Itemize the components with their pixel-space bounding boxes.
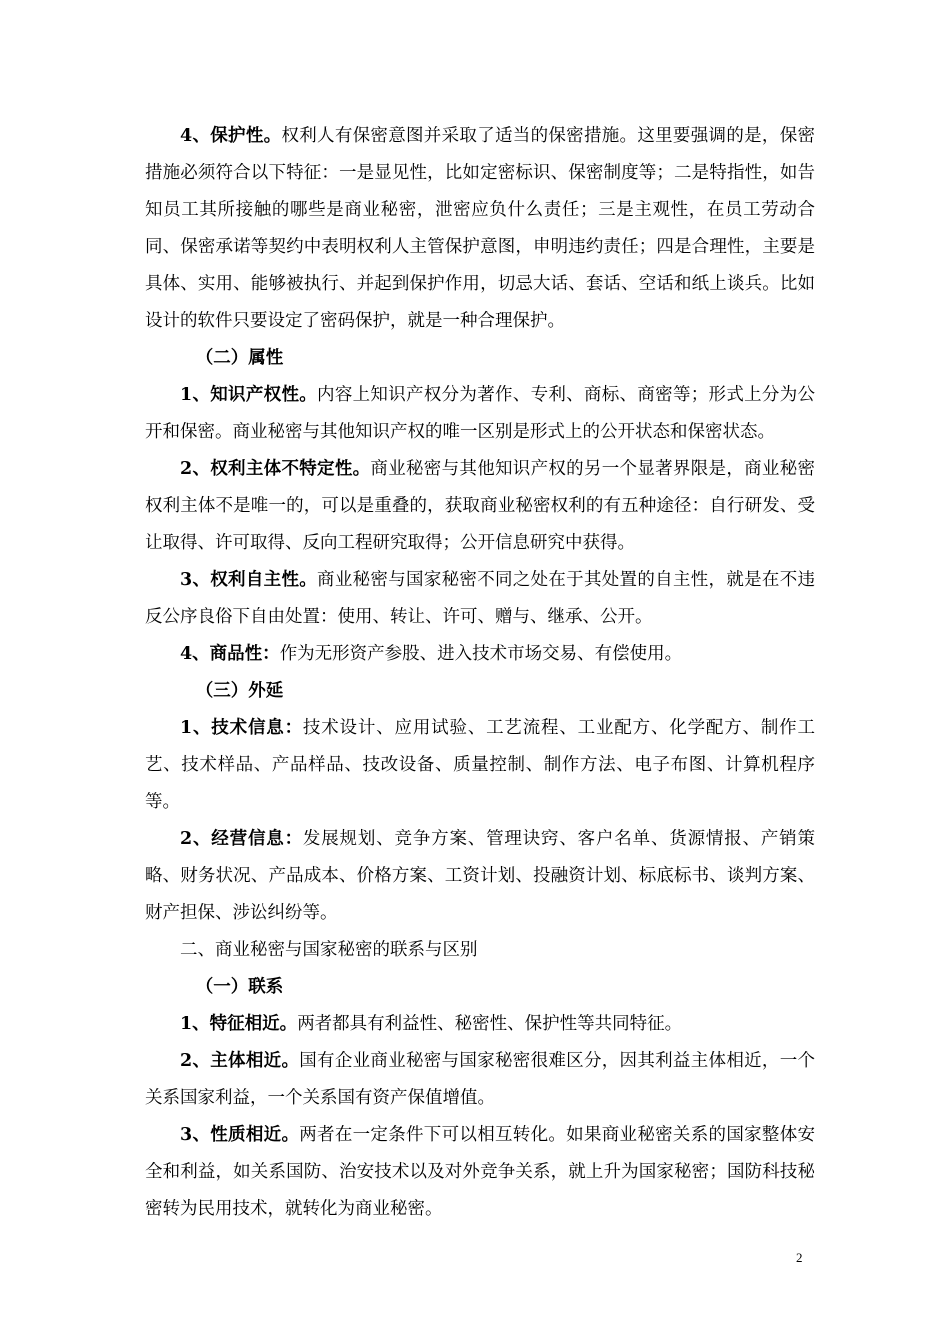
section-heading-attributes: （二）属性 [195, 348, 284, 368]
paragraph-text: 两者在一定条件下可以相互转化。如果商业秘密关系的国家整体安全和利益，如关系国防、治安技术以及对外竞争关系，就上升为国家秘密；国防科技秘密转为民用技术，就转化为商业秘密。 [145, 1125, 815, 1219]
paragraph-business-info [145, 821, 815, 932]
page-number: 2 [796, 1250, 803, 1265]
paragraph-tech-info [145, 710, 815, 821]
paragraph-text: 技术设计、应用试验、工艺流程、工业配方、化学配方、制作工艺、技术样品、产品样品、技改设备、质量控制、制作方法、电子布图、计算机程序等。 [145, 718, 815, 812]
paragraph-lead: 2、权利主体不特定性。 [180, 459, 371, 479]
paragraph-lead: 3、性质相近。 [180, 1125, 300, 1145]
paragraph-feature [145, 1006, 815, 1043]
paragraph-commodity [145, 636, 815, 673]
paragraph-text: 两者都具有利益性、秘密性、保护性等共同特征。 [297, 1014, 683, 1034]
paragraph-autonomy [145, 562, 815, 636]
paragraph-text: 商业秘密与其他知识产权的另一个显著界限是，商业秘密权利主体不是唯一的，可以是重叠的，获取商业秘密权利的有五种途径：自行研发、受让取得、许可取得、反向工程研究取得；公开信息研究中获得。 [145, 459, 815, 553]
paragraph-text: 内容上知识产权分为著作、专利、商标、商密等；形式上分为公开和保密。商业秘密与其他知识产权的唯一区别是形式上的公开状态和保密状态。 [145, 385, 816, 442]
paragraph-lead: 3、权利自主性。 [180, 570, 318, 590]
paragraph-text: 作为无形资产参股、进入技术市场交易、有偿使用。 [279, 644, 683, 664]
section-heading-extension: （三）外延 [195, 681, 284, 701]
paragraph-nature [145, 1117, 815, 1228]
chapter-heading: 二、商业秘密与国家秘密的联系与区别 [180, 940, 478, 960]
paragraph-ip [145, 377, 815, 451]
paragraph-lead: 2、经营信息： [180, 829, 303, 849]
paragraph-subject-similar [145, 1043, 815, 1117]
page-content [145, 118, 815, 1228]
paragraph-lead: 1、特征相近。 [180, 1014, 298, 1034]
paragraph-lead: 2、主体相近。 [180, 1051, 300, 1071]
paragraph-lead: 1、知识产权性。 [180, 385, 318, 405]
section-heading-connection: （一）联系 [195, 977, 284, 997]
paragraph-lead: 4、商品性： [180, 644, 280, 664]
paragraph-lead: 1、技术信息： [180, 718, 303, 738]
paragraph-text: 国有企业商业秘密与国家秘密很难区分，因其利益主体相近，一个关系国家利益，一个关系国有资产保值增值。 [145, 1051, 815, 1108]
paragraph-lead: 4、保护性。 [180, 126, 282, 146]
paragraph-text: 商业秘密与国家秘密不同之处在于其处置的自主性，就是在不违反公序良俗下自由处置：使用、转让、许可、赠与、继承、公开。 [145, 570, 816, 627]
paragraph-protection [145, 118, 815, 340]
paragraph-text: 权利人有保密意图并采取了适当的保密措施。这里要强调的是，保密措施必须符合以下特征：一是显见性，比如定密标识、保密制度等；二是特指性，如告知员工其所接触的哪些是商业秘密，泄密应负什么责任；三是主观性，在员工劳动合同、保密承诺等契约中表明权利人主管保护意图，申明违约责任；四是合理性，主要是具体、实用、能够被执行、并起到保护作用，切忌大话、套话、空话和纸上谈兵。比如设计的软件只要设定了密码保护，就是一种合理保护。 [145, 126, 815, 331]
paragraph-subject [145, 451, 815, 562]
paragraph-text: 发展规划、竞争方案、管理诀窍、客户名单、货源情报、产销策略、财务状况、产品成本、价格方案、工资计划、投融资计划、标底标书、谈判方案、财产担保、涉讼纠纷等。 [145, 829, 815, 923]
